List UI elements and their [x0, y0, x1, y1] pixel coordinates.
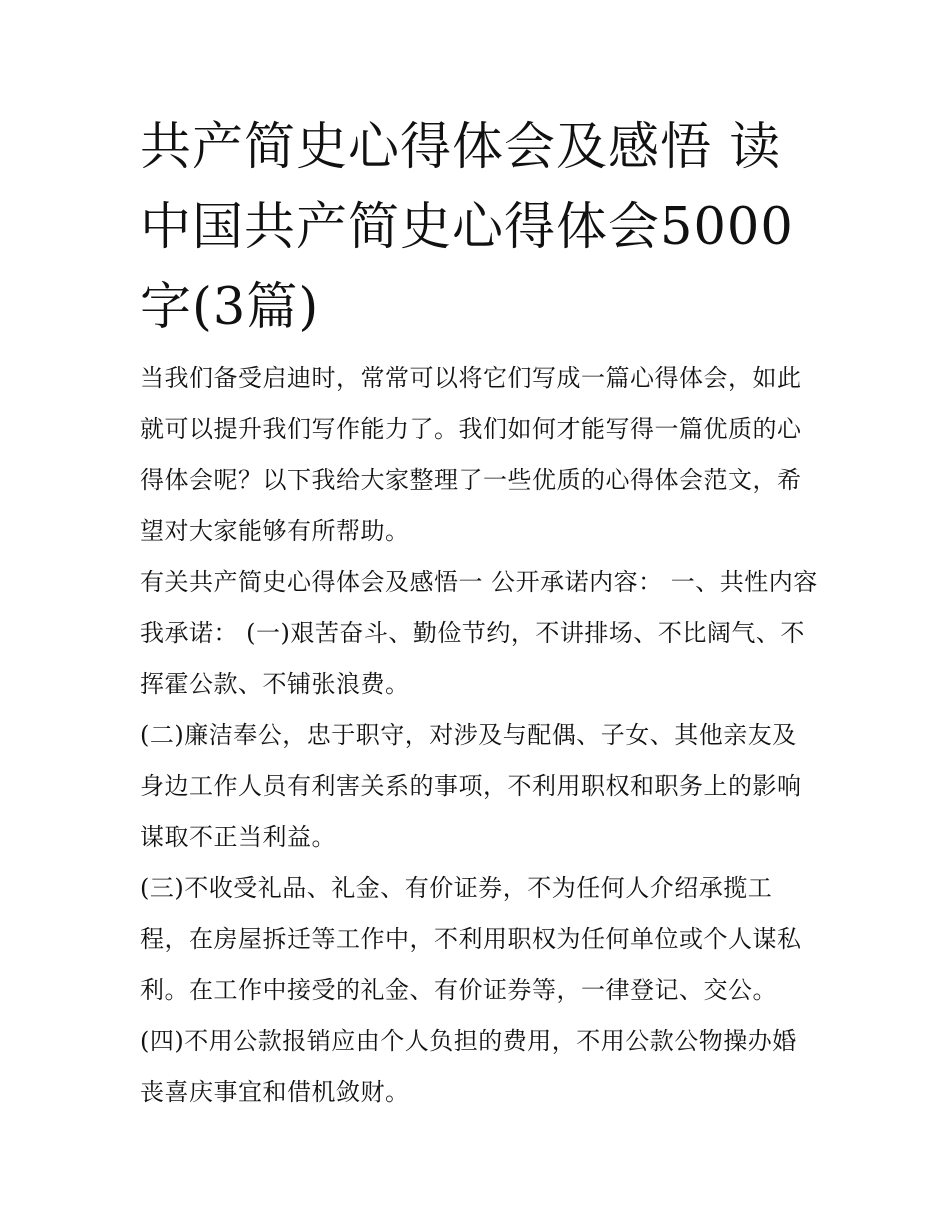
document-body: [140, 353, 820, 1118]
commitment-paragraph-1: 有关共产简史心得体会及感悟一 公开承诺内容： 一、共性内容 我承诺： (一)艰苦奋斗、勤俭节约，不讲排场、不比阔气、不挥霍公款、不铺张浪费。: [140, 568, 818, 698]
document-title: 共产简史心得体会及感悟 读中国共产简史心得体会5000字(3篇): [140, 118, 794, 337]
commitment-paragraph-3: (三)不收受礼品、礼金、有价证券，不为任何人介绍承揽工程，在房屋拆迁等工作中，不利用职权为任何单位或个人谋私利。在工作中接受的礼金、有价证券等，一律登记、交公。: [140, 874, 802, 1004]
commitment-paragraph-4: (四)不用公款报销应由个人负担的费用，不用公款公物操办婚丧喜庆事宜和借机敛财。: [140, 1027, 797, 1106]
commitment-paragraph-2: (二)廉洁奉公，忠于职守，对涉及与配偶、子女、其他亲友及身边工作人员有利害关系的事项，不利用职权和职务上的影响谋取不正当利益。: [140, 721, 802, 851]
intro-paragraph: 当我们备受启迪时，常常可以将它们写成一篇心得体会，如此就可以提升我们写作能力了。我们如何才能写得一篇优质的心得体会呢？以下我给大家整理了一些优质的心得体会范文，希望对大家能够有所帮助。: [140, 364, 802, 545]
